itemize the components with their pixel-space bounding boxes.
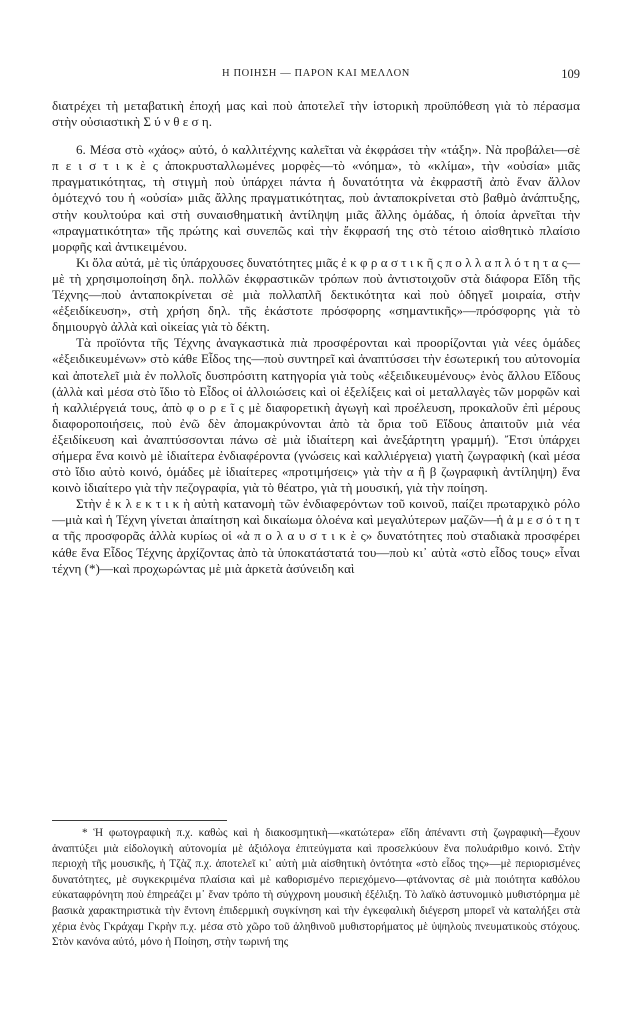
paragraph-section-6: 6. Μέσα στὸ «χάος» αὐτό, ὁ καλλιτέχνης καλεῖται νὰ ἐκφράσει τὴν «τάξη». Νὰ προβάλει—σὲ π ε ι σ τ ι κ ὲ ς ἀποκρυσταλλωμένες μορφὲς—τὸ «νόημα», τὸ «κλίμα», τὴν «οὐσία» μιᾶς πραγματικότητας, τὴ στιγμὴ ποὺ ὑπάρχει πάντα ἡ δυνατότητα νὰ ἐκφραστῆ ἀπὸ ἕναν ἄλλον ὁμότεχνό του ἡ «οὐσία» μιᾶς ἄλλης πραγματικότητας, ποὺ ἀνταποκρίνεται στὸ βαθμὸ ἀνάπτυξης, στὴν κουλτούρα καὶ στὴ συναισθηματικὴ ἀντίληψη μιᾶς ἄλλης ὁμάδας, ἡ ὁποία ἀρνεῖται τὴν «πραγματικότητα» τῆς πρώτης καὶ συνεπῶς καὶ τὴν ἔκφρασή της στὸ τέτοιο αἰσθητικὸ πλαίσιο μορφῆς καὶ ἀντικειμένου. (52, 142, 580, 254)
footnote-text: * Ἡ φωτογραφικὴ π.χ. καθὼς καὶ ἡ διακοσμητικὴ—«κατώτερα» εἴδη ἀπέναντι στὴ ζωγραφικὴ—ἔχουν ἀναπτύξει μιὰ εἰδολογικὴ αὐτονομία μὲ ἀξιόλογα ἐπιτεύγματα καὶ προσελκύουν ἕνα πολυάριθμο κοινό. Στὴν περιοχὴ τῆς μουσικῆς, ἡ Τζὰζ π.χ. ἀποτελεῖ κι᾽ αὐτὴ μιὰ αἰσθητικὴ ὀντότητα «στὸ εἶδος της»—μὲ περιορισμένες δυνατότητες, μὲ συγκεκριμένα πλαίσια καὶ μὲ καθορισμένο περιεχόμενο—φτάνοντας σὲ μιὰ ποιότητα καθόλου εὐκαταφρόνητη ποὺ ἐπηρεάζει μ᾽ ἕναν τρόπο τὴ σύγχρονη μουσικὴ ἐξέλιξη. Τὸ λαϊκὸ ἀστυνομικὸ μυθιστόρημα μὲ βασικὰ χαρακτηριστικὰ τὴν ἔντονη ἐπιδερμικὴ συγκίνηση καὶ τὴν ἐγκεφαλικὴ διέγερση μπορεῖ νὰ καταλήξει στὰ χέρια ἑνὸς Γκράχαμ Γκρὴν π.χ. μέσα στὸ χῶρο τοῦ ἀληθινοῦ μυθιστορήματος μὲ ὑψηλοὺς πνευματικοὺς στόχους. Στὸν κανόνα αὐτό, μόνο ἡ Ποίηση, στὴν τωρινή της (52, 827, 580, 949)
paragraph: Τὰ προϊόντα τῆς Τέχνης ἀναγκαστικὰ πιὰ προσφέρονται καὶ προορίζονται γιὰ νέες ὁμάδες «ἐξειδικευμένων» στὸ κάθε Εἶδος της—ποὺ συντηρεῖ καὶ ἀναπτύσσει τὴν ἐσωτερική του αὐτονομία καὶ ἀποτελεῖ μιὰ ἐν πολλοῖς δυσπρόσιτη κατηγορία γιὰ τοὺς «ἐξειδικευμένους» ἑνὸς ἄλλου Εἴδους (ἀλλὰ καὶ μέσα στὸ ἴδιο τὸ Εἶδος οἱ ἀλλοιώσεις καὶ οἱ ἐξελίξεις καὶ οἱ μεταλλαγὲς τῶν μορφῶν καὶ ἡ καλλιέργειά τους, ἀπὸ φ ο ρ ε ῖ ς μὲ διαφορετικὴ ἀγωγὴ καὶ προέλευση, προκαλοῦν ἐπὶ μέρους διαφοροποιήσεις, ποὺ ἐνῶ δὲν ἀπομακρύνονται ἀπὸ τὰ ὅρια τοῦ Εἴδους ἀπαιτοῦν μιὰ νέα ἐξειδίκευση καὶ ἀναπτύσσονται πάνω σὲ μιὰ ἰδιαίτερη καὶ ἀνεξάρτητη γραμμή). Ἔτσι ὑπάρχει σήμερα ἕνα κοινὸ μὲ ἰδιαίτερα ἐνδιαφέροντα (γνώσεις καὶ καλλιέργεια) γιατὴ ζωγραφικὴ (καὶ μέσα στὸ ἴδιο αὐτὸ κοινό, ὁμάδες μὲ ἰδιαίτερες «προτιμήσεις» γιὰ τὴν α ἢ β ζωγραφικὴ ἀντίληψη) ἕνα κοινὸ ἰδιαίτερο γιὰ τὴν πεζογραφία, γιὰ τὸ θέατρο, γιὰ τὴ μουσική, γιὰ τὴν ποίηση. (52, 335, 580, 496)
footnote-divider (52, 820, 227, 821)
paragraph: Στὴν ἐ κ λ ε κ τ ι κ ὴ αὐτὴ κατανομὴ τῶν ἐνδιαφερόντων τοῦ κοινοῦ, παίζει πρωταρχικὸ ρόλο—μιὰ καὶ ἡ Τέχνη γίνεται ἀπαίτηση καὶ δικαίωμα ὁλοένα καὶ μεγαλύτερων μαζῶν—ἡ ἀ μ ε σ ό τ η τ α τῆς προσφορᾶς ἀλλὰ κυρίως οἱ «ἀ π ο λ α υ σ τ ι κ ὲ ς» δυνατότητες ποὺ σταδιακὰ προσφέρει κάθε ἕνα Εἶδος Τέχνης ἀρχίζοντας ἀπὸ τὰ ὑποκατάστατά του—ποὺ κι᾽ αὐτὰ «στὸ εἶδος τους» εἶναι τέχνη (*)—καὶ προχωρώντας μὲ μιὰ ἀρκετὰ ἀσύνειδη καὶ (52, 496, 580, 576)
footnote (52, 826, 580, 951)
paragraph: Κι ὅλα αὐτά, μὲ τὶς ὑπάρχουσες δυνατότητες μιᾶς ἐ κ φ ρ α σ τ ι κ ῆ ς π ο λ λ α π λ ό τ η τ α ς—μὲ τὴ χρησιμοποίηση δηλ. πολλῶν ἐκφραστικῶν τρόπων ποὺ ἀντιστοιχοῦν στὰ διάφορα Εἴδη τῆς Τέχνης—ποὺ ἀνταποκρίνεται σὲ μιὰ πολλαπλῆ δεκτικότητα καὶ ποὺ ὁδηγεῖ μοιραία, στὴν «ἐξειδίκευση», στὴ χρήση δηλ. τῆς ἑκάστοτε πρόσφορης «σημαντικῆς»—πρόσφορης γιὰ τὸ δημιουργὸ ἀλλὰ καὶ οἰκείας γιὰ τὸ δέκτη. (52, 254, 580, 335)
running-title: Η ΠΟΙΗΣΗ — ΠΑΡΟΝ ΚΑΙ ΜΕΛΛΟΝ (222, 68, 410, 79)
main-text (52, 98, 580, 577)
paragraph-continuation: διατρέχει τὴ μεταβατικὴ ἐποχή μας καὶ ποὺ ἀποτελεῖ τὴν ἱστορικὴ προϋπόθεση γιὰ τὸ πέρασμα στὴν οὐσιαστικὴ Σ ύ ν θ ε σ η. (52, 98, 580, 130)
page-header (52, 68, 580, 84)
page-number: 109 (561, 67, 580, 81)
